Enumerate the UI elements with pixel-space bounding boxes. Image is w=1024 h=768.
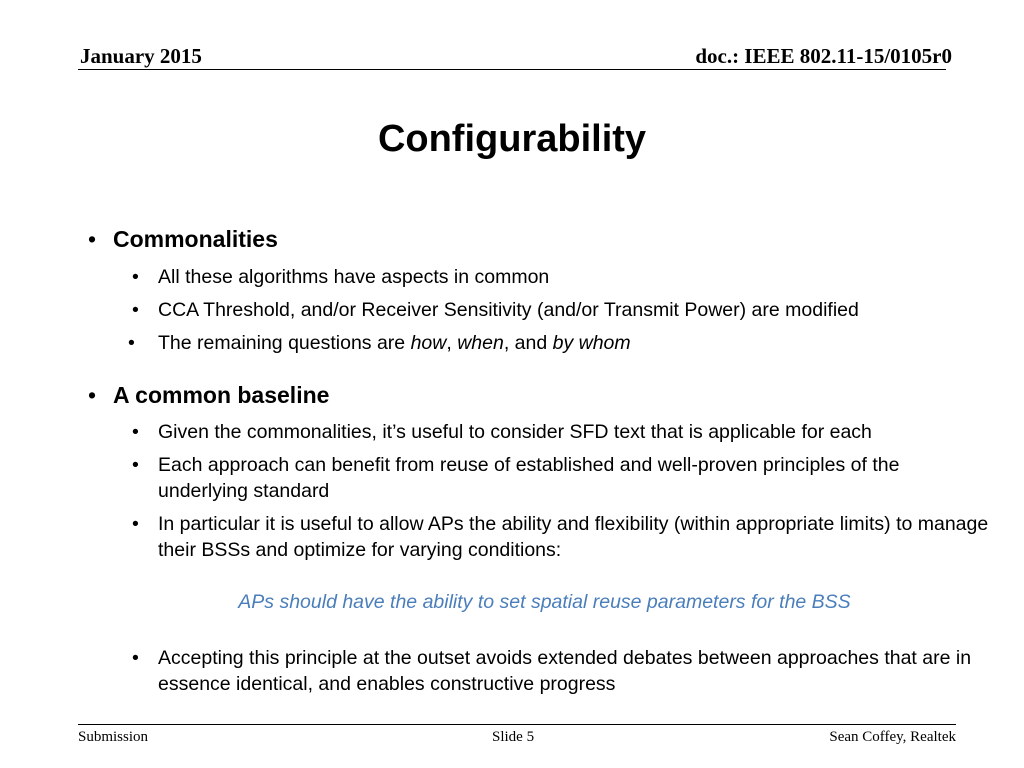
sub-bullet-text: Each approach can benefit from reuse of established and well-proven principles of the underlying standard — [158, 454, 900, 502]
bullet-dot-icon: • — [132, 513, 139, 535]
footer-slide-number: Slide 5 — [492, 729, 535, 745]
header-rule — [78, 69, 946, 70]
header-date: January 2015 — [80, 44, 202, 68]
sub-bullet-text: Given the commonalities, it’s useful to consider SFD text that is applicable for each — [158, 421, 872, 443]
bullet-commonalities — [88, 226, 278, 253]
callout-principle: APs should have the ability to set spatial reuse parameters for the BSS — [238, 591, 851, 613]
sub-bullet-text: In particular it is useful to allow APs the ability and flexibility (within appropriate limits) to manage their BSSs and optimize for varying conditions: — [158, 513, 989, 561]
sub-bullet — [132, 297, 992, 323]
sub-bullet-text: All these algorithms have aspects in common — [158, 266, 550, 288]
bullet-dot-icon: • — [128, 332, 135, 354]
bullet-common-baseline — [88, 382, 329, 409]
sub-bullet — [132, 452, 992, 504]
footer-author: Sean Coffey, Realtek — [829, 729, 956, 745]
sub-bullet — [132, 419, 992, 445]
footer-submission: Submission — [78, 729, 149, 745]
sub-bullet — [132, 264, 992, 290]
header-doc-id: doc.: IEEE 802.11-15/0105r0 — [695, 44, 952, 68]
bullet-dot-icon: • — [88, 382, 97, 408]
bullet-dot-icon: • — [132, 647, 139, 669]
sub-bullet — [128, 330, 988, 356]
bullet-dot-icon: • — [88, 226, 97, 252]
bullet-dot-icon: • — [132, 421, 139, 443]
bullet-dot-icon: • — [132, 299, 139, 321]
slide-title: Configurability — [377, 118, 647, 160]
sub-bullet — [132, 645, 992, 697]
section-heading: A common baseline — [113, 382, 330, 408]
sub-bullet-text: The remaining questions are how, when, and by whom — [158, 332, 631, 354]
bullet-dot-icon: • — [132, 454, 139, 476]
section-heading: Commonalities — [113, 226, 278, 252]
sub-bullet-text: CCA Threshold, and/or Receiver Sensitivity (and/or Transmit Power) are modified — [158, 299, 859, 321]
footer-rule — [78, 724, 956, 725]
sub-bullet-text: Accepting this principle at the outset avoids extended debates between approaches that are in essence identical, and enables constructive progress — [158, 647, 972, 695]
sub-bullet — [132, 511, 992, 563]
bullet-dot-icon: • — [132, 266, 139, 288]
